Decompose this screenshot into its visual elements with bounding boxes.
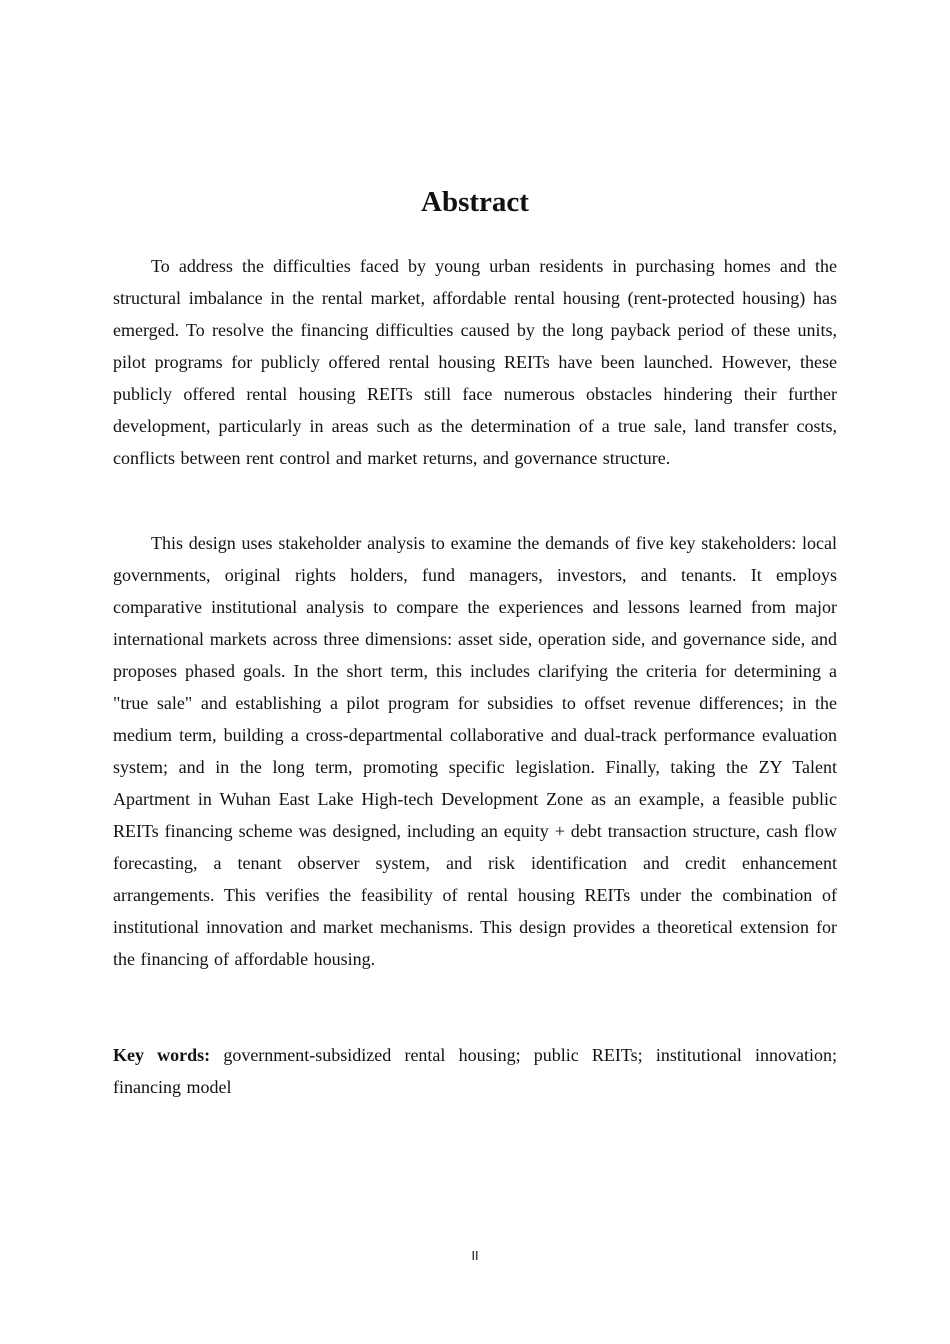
abstract-paragraph-2: This design uses stakeholder analysis to examine the demands of five key stakeholders: local governments, original rights holders, fund managers, investors, and tenants. It employs comparative institutional analysis to compare the experiences and lessons learned from major international markets across three dimensions: asset side, operation side, and governance side, and proposes phased goals. In the short term, this includes clarifying the criteria for determining a "true sale" and establishing a pilot program for subsidies to offset revenue differences; in the medium term, building a cross-departmental collaborative and dual-track performance evaluation system; and in the long term, promoting specific legislation. Finally, taking the ZY Talent Apartment in Wuhan East Lake High-tech Development Zone as an example, a feasible public REITs financing scheme was designed, including an equity + debt transaction structure, cash flow forecasting, a tenant observer system, and risk identification and credit enhancement arrangements. This verifies the feasibility of rental housing REITs under the combination of institutional innovation and market mechanisms. This design provides a theoretical extension for the financing of affordable housing. [113, 533, 837, 969]
page-number: II [471, 1249, 479, 1263]
abstract-paragraph-1: To address the difficulties faced by young urban residents in purchasing homes and the structural imbalance in the rental market, affordable rental housing (rent-protected housing) has emerged. To resolve the financing difficulties caused by the long payback period of these units, pilot programs for publicly offered rental housing REITs have been launched. However, these publicly offered rental housing REITs still face numerous obstacles hindering their further development, particularly in areas such as the determination of a true sale, land transfer costs, conflicts between rent control and market returns, and governance structure. [113, 256, 837, 468]
keywords-label: Key words: [113, 1045, 211, 1065]
abstract-title: Abstract [421, 186, 529, 218]
keywords-text: government-subsidized rental housing; public REITs; institutional innovation; financing model [113, 1045, 837, 1097]
keywords-line [113, 1039, 837, 1103]
